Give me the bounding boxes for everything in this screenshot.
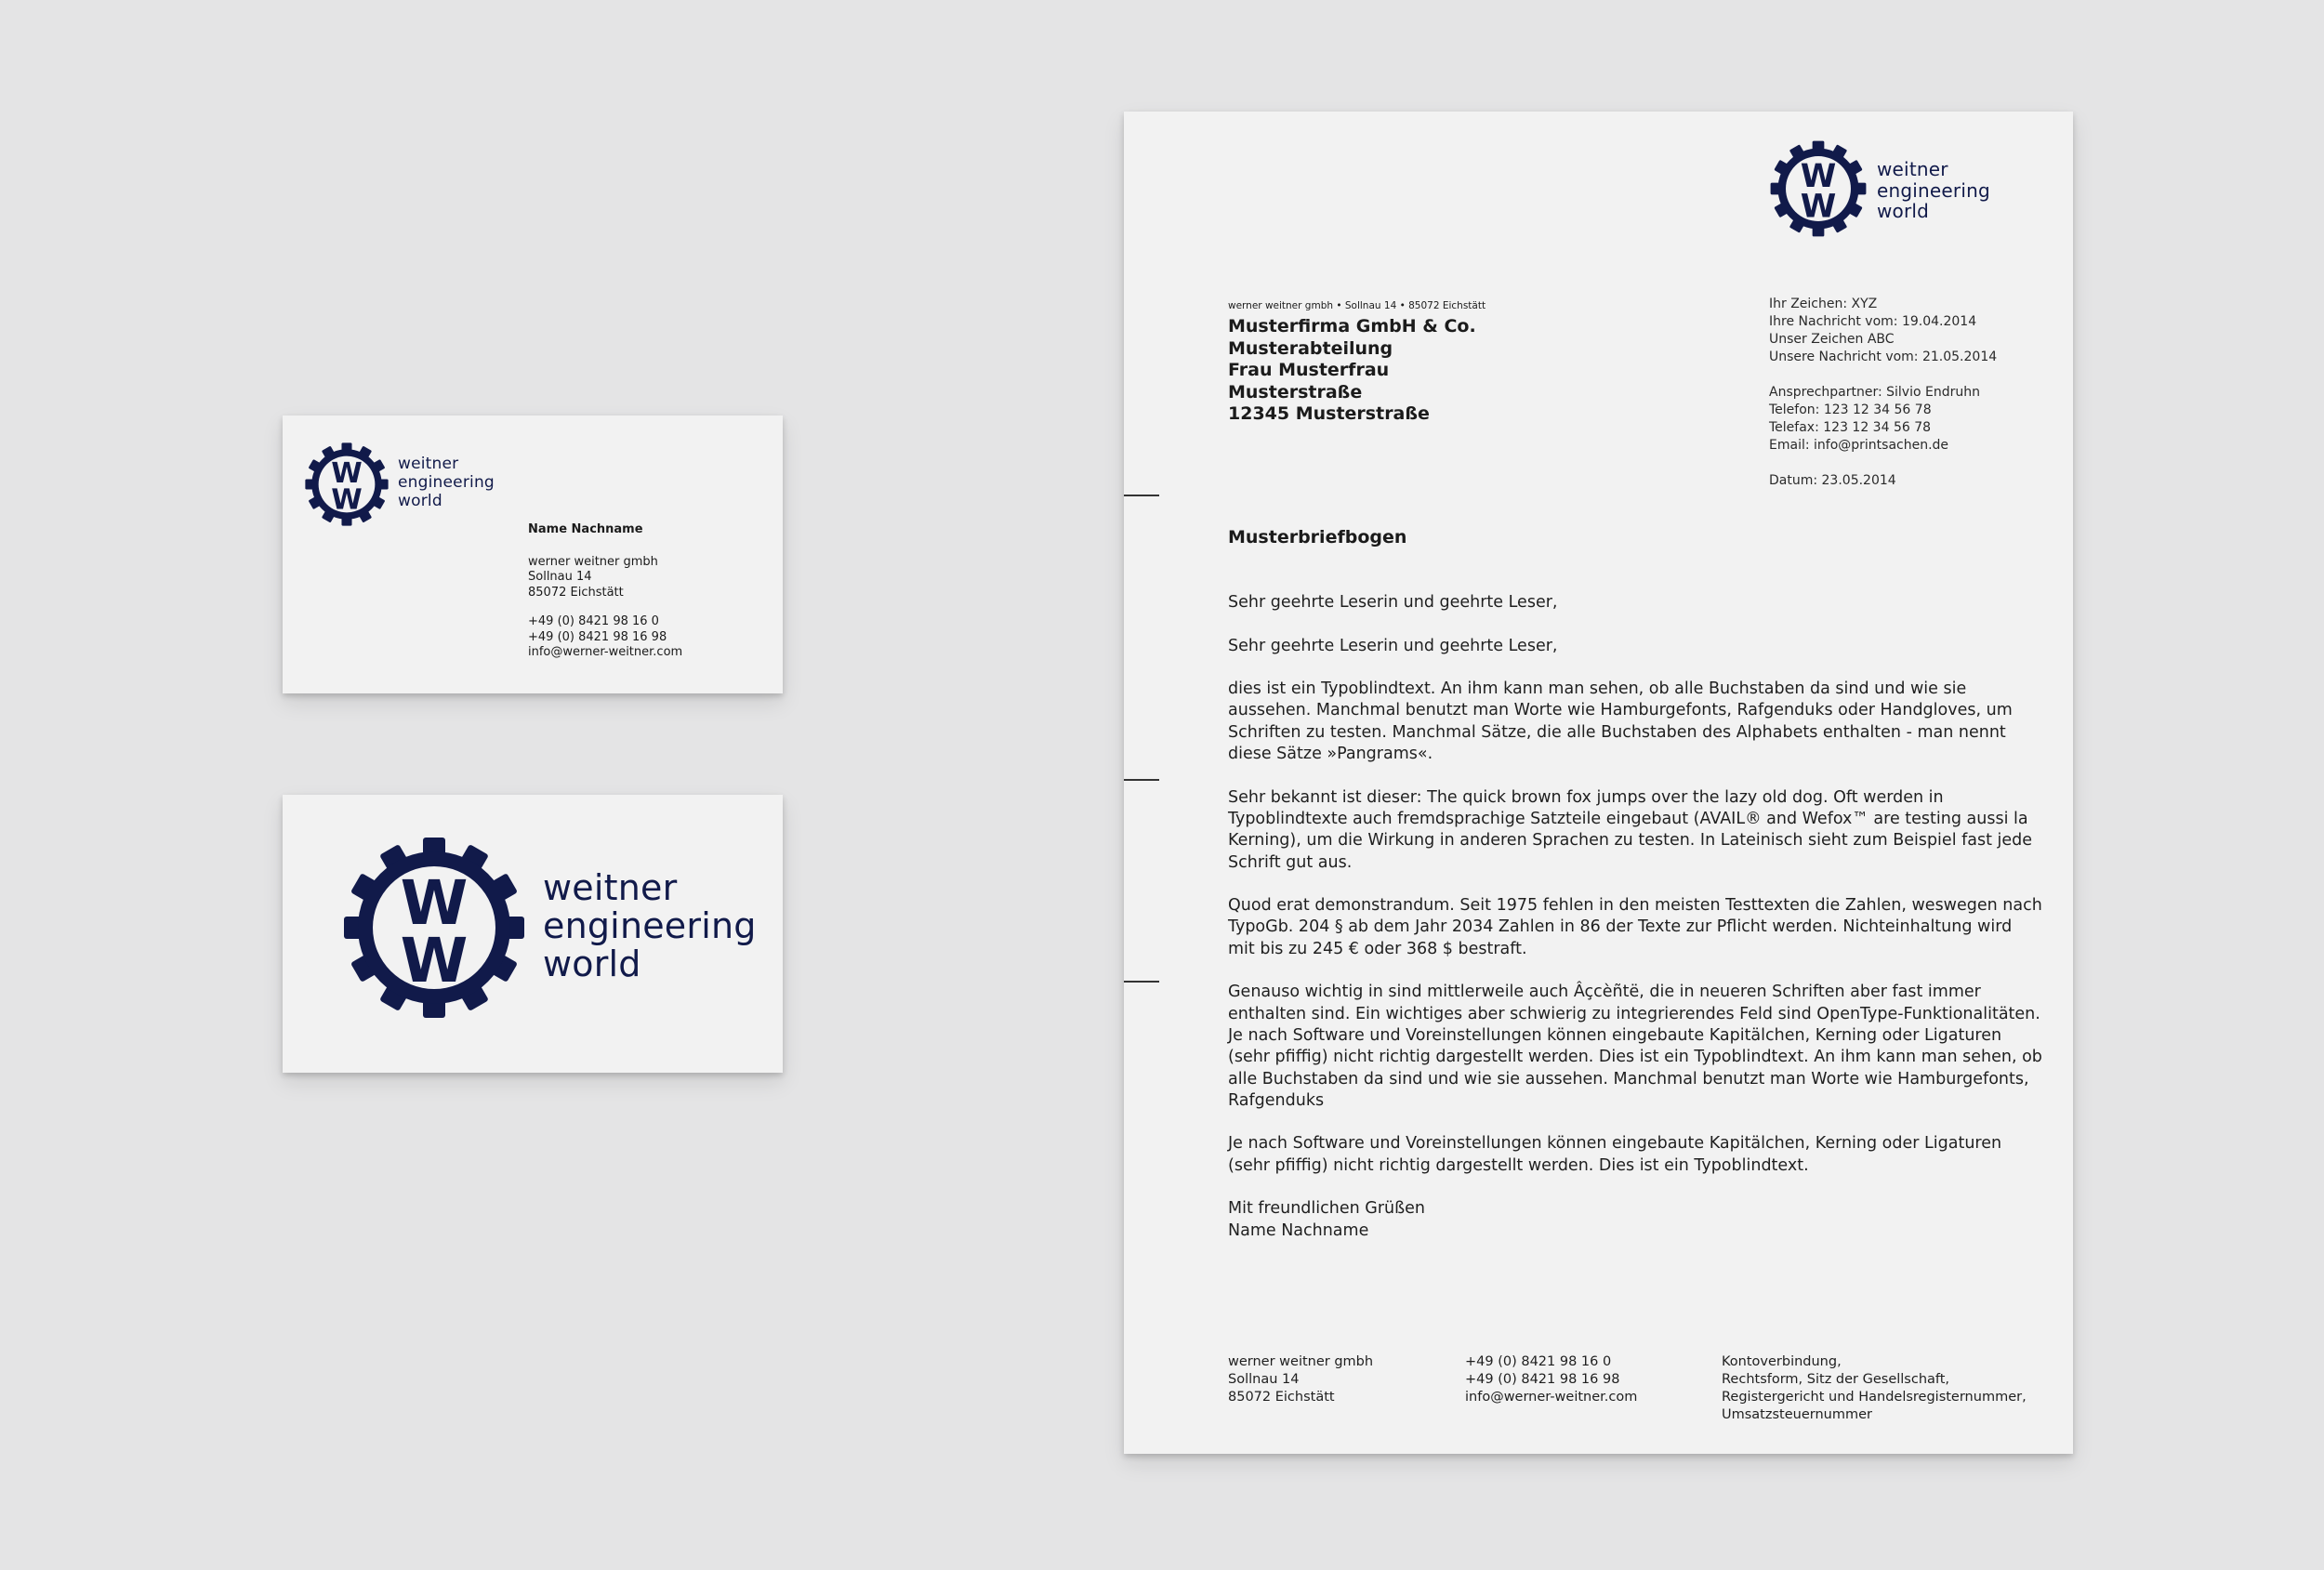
letter-subject: Musterbriefbogen	[1228, 527, 1407, 548]
sender-line: werner weitner gmbh • Sollnau 14 • 85072 Eichstätt	[1228, 300, 1486, 311]
ref-email: Email: info@printsachen.de	[1769, 438, 1949, 453]
fold-mark	[1124, 495, 1159, 496]
recipient-address	[1228, 316, 1476, 426]
body-paragraph: Quod erat demonstrandum. Seit 1975 fehlen in den meisten Testtexten die Zahlen, weswegen nach TypoGb. 204 § ab dem Jahr 2034 Zahlen in 86 der Texte zur Pflicht werden. Nichteinhaltung wird mit bis zu 245 € oder 368 $ bestraft.	[1228, 896, 2042, 958]
footer-legal	[1722, 1353, 2027, 1424]
body-paragraph: Genauso wichtig in sind mittlerweile auch Âçcèñtë, die in neueren Schriften aber fast immer enthalten sind. Ein wichtiges aber schwierig zu integrierendes Feld sind OpenType-Funktionalitäten. Je nach Software und Voreinstellungen können eingebaute Kapitälchen, Kerning oder Ligaturen (sehr pfiffig) nicht richtig dargestellt werden. Dies ist ein Typoblindtext. An ihm kann man sehen, ob alle Buchstaben da sind und wie sie aussehen. Manchmal benutzt man Worte wie Hamburgefonts, Rafgenduks	[1228, 983, 2042, 1110]
ref-unsere-nachricht: Unsere Nachricht vom: 21.05.2014	[1769, 350, 1998, 364]
wordmark	[1877, 159, 1990, 222]
card-contact-info	[528, 522, 682, 661]
logo-letter: W	[1800, 157, 1837, 195]
recipient-line: Musterabteilung	[1228, 337, 1393, 359]
wordmark-line: engineering	[543, 905, 757, 946]
ref-ihre-nachricht: Ihre Nachricht vom: 19.04.2014	[1769, 314, 1977, 329]
card-fax: +49 (0) 8421 98 16 98	[528, 629, 667, 644]
footer-line: Registergericht und Handelsregisternummer,	[1722, 1390, 2027, 1405]
wordmark-line: weitner	[398, 455, 459, 473]
recipient-line: Musterstraße	[1228, 381, 1363, 402]
logo-letter: W	[400, 925, 469, 996]
card-email: info@werner-weitner.com	[528, 645, 683, 659]
ww-gear-logo-icon	[304, 442, 390, 527]
body-paragraph: Sehr bekannt ist dieser: The quick brown fox jumps over the lazy old dog. Oft werden in Typoblindtexte auch fremdsprachige Satzteile eingebaut (AVAIL® and Wefox™ are testing aussi la Kerning), um die Wirkung in anderen Sprachen zu testen. In Lateinisch sieht zum Beispiel fast jede Schrift gut aus.	[1228, 787, 2033, 872]
recipient-line: Musterfirma GmbH & Co.	[1228, 316, 1476, 336]
wordmark-line: world	[1877, 200, 1930, 222]
letter-body	[1228, 592, 2042, 1263]
ref-ansprechpartner: Ansprechpartner: Silvio Endruhn	[1769, 385, 1980, 400]
wordmark-line: engineering	[398, 473, 495, 492]
logo-letter: W	[331, 483, 363, 517]
recipient-line: Frau Musterfrau	[1228, 360, 1390, 380]
ref-ihr-zeichen: Ihr Zeichen: XYZ	[1769, 297, 1878, 311]
footer-line: info@werner-weitner.com	[1465, 1390, 1638, 1405]
card-street: Sollnau 14	[528, 570, 592, 584]
card-phone: +49 (0) 8421 98 16 0	[528, 614, 659, 628]
card-company: werner weitner gmbh	[528, 554, 658, 569]
wordmark-line: engineering	[1877, 178, 1990, 202]
salutation: Sehr geehrte Leserin und geehrte Leser,	[1228, 636, 1558, 655]
closing: Mit freundlichen Grüßen	[1228, 1199, 1425, 1219]
ref-datum: Datum: 23.05.2014	[1769, 473, 1896, 488]
recipient-line: 12345 Musterstraße	[1228, 403, 1430, 424]
ref-telefax: Telefax: 123 12 34 56 78	[1769, 420, 1932, 435]
fold-mark	[1124, 779, 1159, 781]
footer-line: +49 (0) 8421 98 16 0	[1465, 1354, 1612, 1369]
footer-line: 85072 Eichstätt	[1228, 1390, 1335, 1405]
logo-letter: W	[1800, 188, 1837, 226]
wordmark	[543, 869, 757, 983]
salutation: Sehr geehrte Leserin und geehrte Leser,	[1228, 593, 1558, 612]
wordmark-line: world	[398, 492, 442, 510]
logo-letter: W	[400, 867, 469, 939]
body-paragraph: dies ist ein Typoblindtext. An ihm kann man sehen, ob alle Buchstaben da sind und wie sie aussehen. Manchmal benutzt man Worte wie Hamburgefonts, Rafgenduks oder Handgloves, um Schriften zu testen. Manchmal Sätze, die alle Buchstaben des Alphabets enthalten - man nennt diese Sätze »Pangrams«.	[1228, 679, 2013, 764]
closing-block	[1228, 1198, 2042, 1242]
wordmark-line: weitner	[1877, 158, 1948, 180]
hole-punch-mark	[1124, 981, 1159, 983]
footer-line: werner weitner gmbh	[1228, 1354, 1374, 1369]
body-paragraph: Je nach Software und Voreinstellungen können eingebaute Kapitälchen, Kerning oder Ligaturen (sehr pfiffig) nicht richtig dargestellt werden. Dies ist ein Typoblindtext.	[1228, 1134, 2002, 1175]
ww-gear-logo-icon	[1769, 139, 1868, 238]
footer-line: +49 (0) 8421 98 16 98	[1465, 1372, 1620, 1387]
ref-telefon: Telefon: 123 12 34 56 78	[1769, 402, 1932, 417]
logo-letter: W	[331, 457, 363, 491]
card-city: 85072 Eichstätt	[528, 585, 624, 600]
wordmark-line: weitner	[543, 867, 678, 908]
footer-line: Rechtsform, Sitz der Gesellschaft,	[1722, 1372, 1950, 1387]
letterhead	[1124, 112, 2073, 1454]
card-name: Name Nachname	[528, 522, 643, 536]
business-card-back	[283, 795, 783, 1073]
ref-unser-zeichen: Unser Zeichen ABC	[1769, 332, 1895, 347]
signature-name: Name Nachname	[1228, 1220, 1369, 1240]
wordmark-line: world	[543, 943, 641, 984]
wordmark	[398, 455, 495, 510]
footer-address	[1228, 1353, 1373, 1406]
footer-line: Kontoverbindung,	[1722, 1354, 1842, 1369]
footer-contact	[1465, 1353, 1637, 1406]
footer-line: Sollnau 14	[1228, 1372, 1300, 1387]
ww-gear-logo-icon	[341, 835, 527, 1021]
footer-line: Umsatzsteuernummer	[1722, 1407, 1872, 1422]
reference-block	[1769, 296, 1997, 490]
business-card-front	[283, 416, 783, 693]
